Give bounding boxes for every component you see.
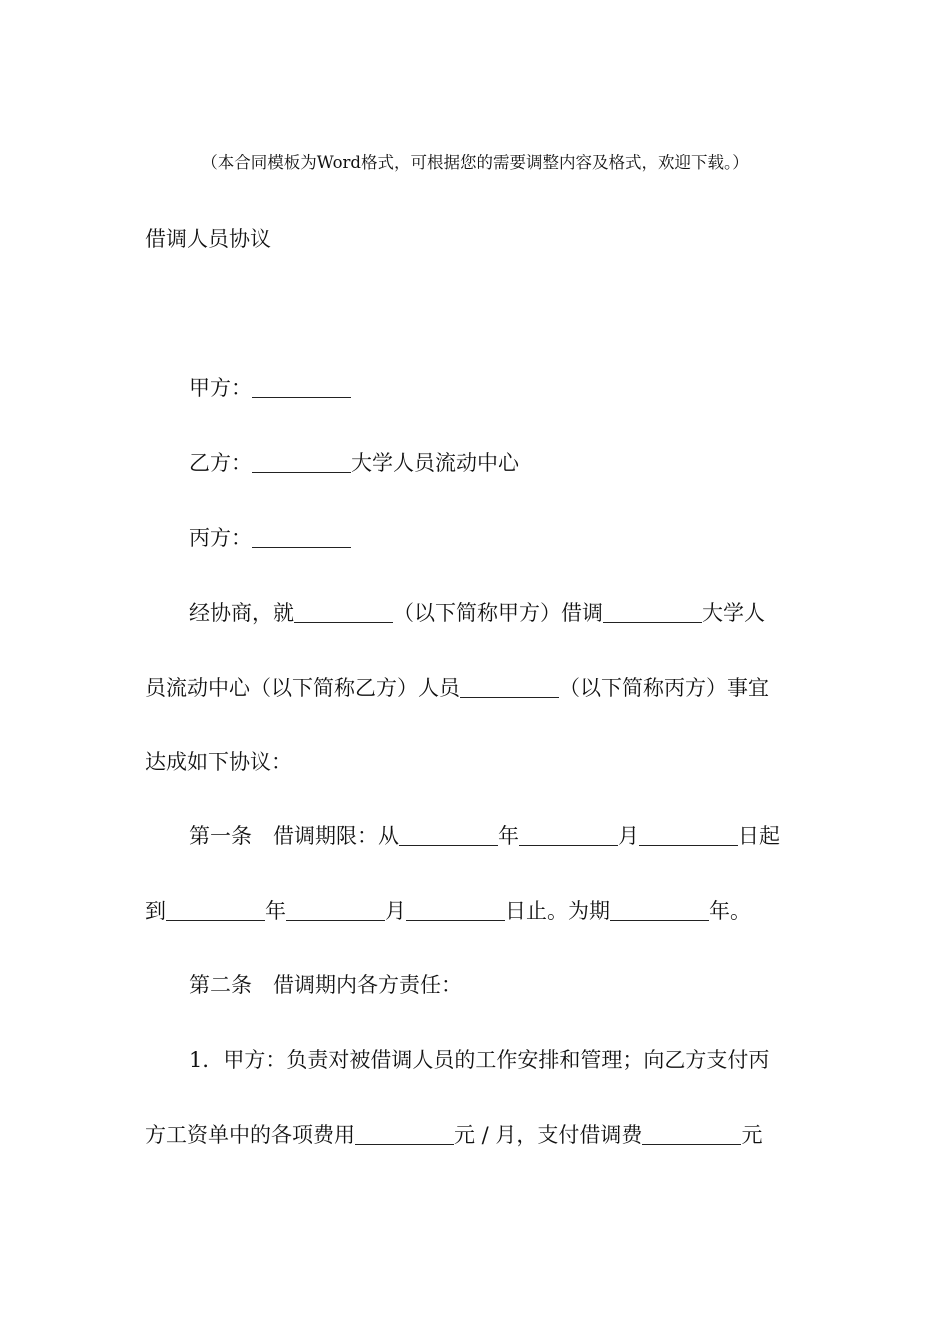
clause1-line-1 bbox=[0, 1050, 950, 1071]
article1-line-2 bbox=[0, 901, 950, 922]
clause1-text-4: 元 bbox=[741, 1123, 763, 1147]
month-text-2: 月 bbox=[385, 899, 406, 923]
fee-monthly-blank[interactable] bbox=[355, 1144, 454, 1145]
day-end-text: 日止。为期 bbox=[505, 899, 610, 923]
intro-text-2: （以下简称甲方）借调 bbox=[393, 601, 603, 625]
clause1-text-2: 方工资单中的各项费用 bbox=[145, 1123, 355, 1147]
party-b-label: 乙方： bbox=[189, 451, 252, 475]
clause1-text-1: 1．甲方：负责对被借调人员的工作安排和管理；向乙方支付丙 bbox=[189, 1048, 770, 1072]
article1-line-1 bbox=[0, 826, 950, 847]
intro-text-5: （以下简称丙方）事宜 bbox=[559, 676, 769, 700]
party-b-blank[interactable] bbox=[252, 472, 351, 473]
intro-line-1 bbox=[0, 603, 950, 624]
year-end-text: 年。 bbox=[709, 899, 751, 923]
intro-party-a-blank[interactable] bbox=[294, 622, 393, 623]
intro-text-1: 经协商，就 bbox=[189, 601, 294, 625]
duration-blank[interactable] bbox=[610, 920, 709, 921]
end-month-blank[interactable] bbox=[286, 920, 385, 921]
intro-line-2 bbox=[0, 678, 950, 699]
party-b-suffix: 大学人员流动中心 bbox=[351, 451, 519, 475]
intro-university-blank[interactable] bbox=[603, 622, 702, 623]
article1-label: 借调期限：从 bbox=[273, 824, 399, 848]
year-text: 年 bbox=[498, 824, 519, 848]
party-c-blank[interactable] bbox=[252, 547, 351, 548]
party-b-line bbox=[0, 453, 950, 474]
end-year-blank[interactable] bbox=[166, 920, 265, 921]
party-c-label: 丙方： bbox=[189, 526, 252, 550]
start-month-blank[interactable] bbox=[519, 845, 618, 846]
end-day-blank[interactable] bbox=[406, 920, 505, 921]
clause1-text-3: 元 / 月，支付借调费 bbox=[454, 1123, 643, 1147]
party-a-line bbox=[0, 378, 950, 399]
document-title: 借调人员协议 bbox=[145, 227, 271, 251]
day-start-text: 日起 bbox=[738, 824, 780, 848]
to-text: 到 bbox=[145, 899, 166, 923]
intro-text-6: 达成如下协议： bbox=[145, 750, 292, 774]
intro-line-3 bbox=[0, 752, 950, 773]
start-day-blank[interactable] bbox=[639, 845, 738, 846]
year-text-2: 年 bbox=[265, 899, 286, 923]
intro-person-blank[interactable] bbox=[460, 697, 559, 698]
article2-line bbox=[0, 975, 950, 996]
secondment-fee-blank[interactable] bbox=[642, 1144, 741, 1145]
article2-label: 借调期内各方责任： bbox=[273, 973, 462, 997]
intro-text-3: 大学人 bbox=[702, 601, 765, 625]
article1-heading: 第一条 bbox=[189, 824, 252, 848]
party-a-blank[interactable] bbox=[252, 397, 351, 398]
party-a-label: 甲方： bbox=[189, 376, 252, 400]
month-text: 月 bbox=[618, 824, 639, 848]
intro-text-4: 员流动中心（以下简称乙方）人员 bbox=[145, 676, 460, 700]
article2-heading: 第二条 bbox=[189, 973, 252, 997]
party-c-line bbox=[0, 528, 950, 549]
start-year-blank[interactable] bbox=[399, 845, 498, 846]
template-note: （本合同模板为Word格式，可根据您的需要调整内容及格式，欢迎下载。） bbox=[201, 153, 749, 172]
clause1-line-2 bbox=[0, 1125, 950, 1146]
